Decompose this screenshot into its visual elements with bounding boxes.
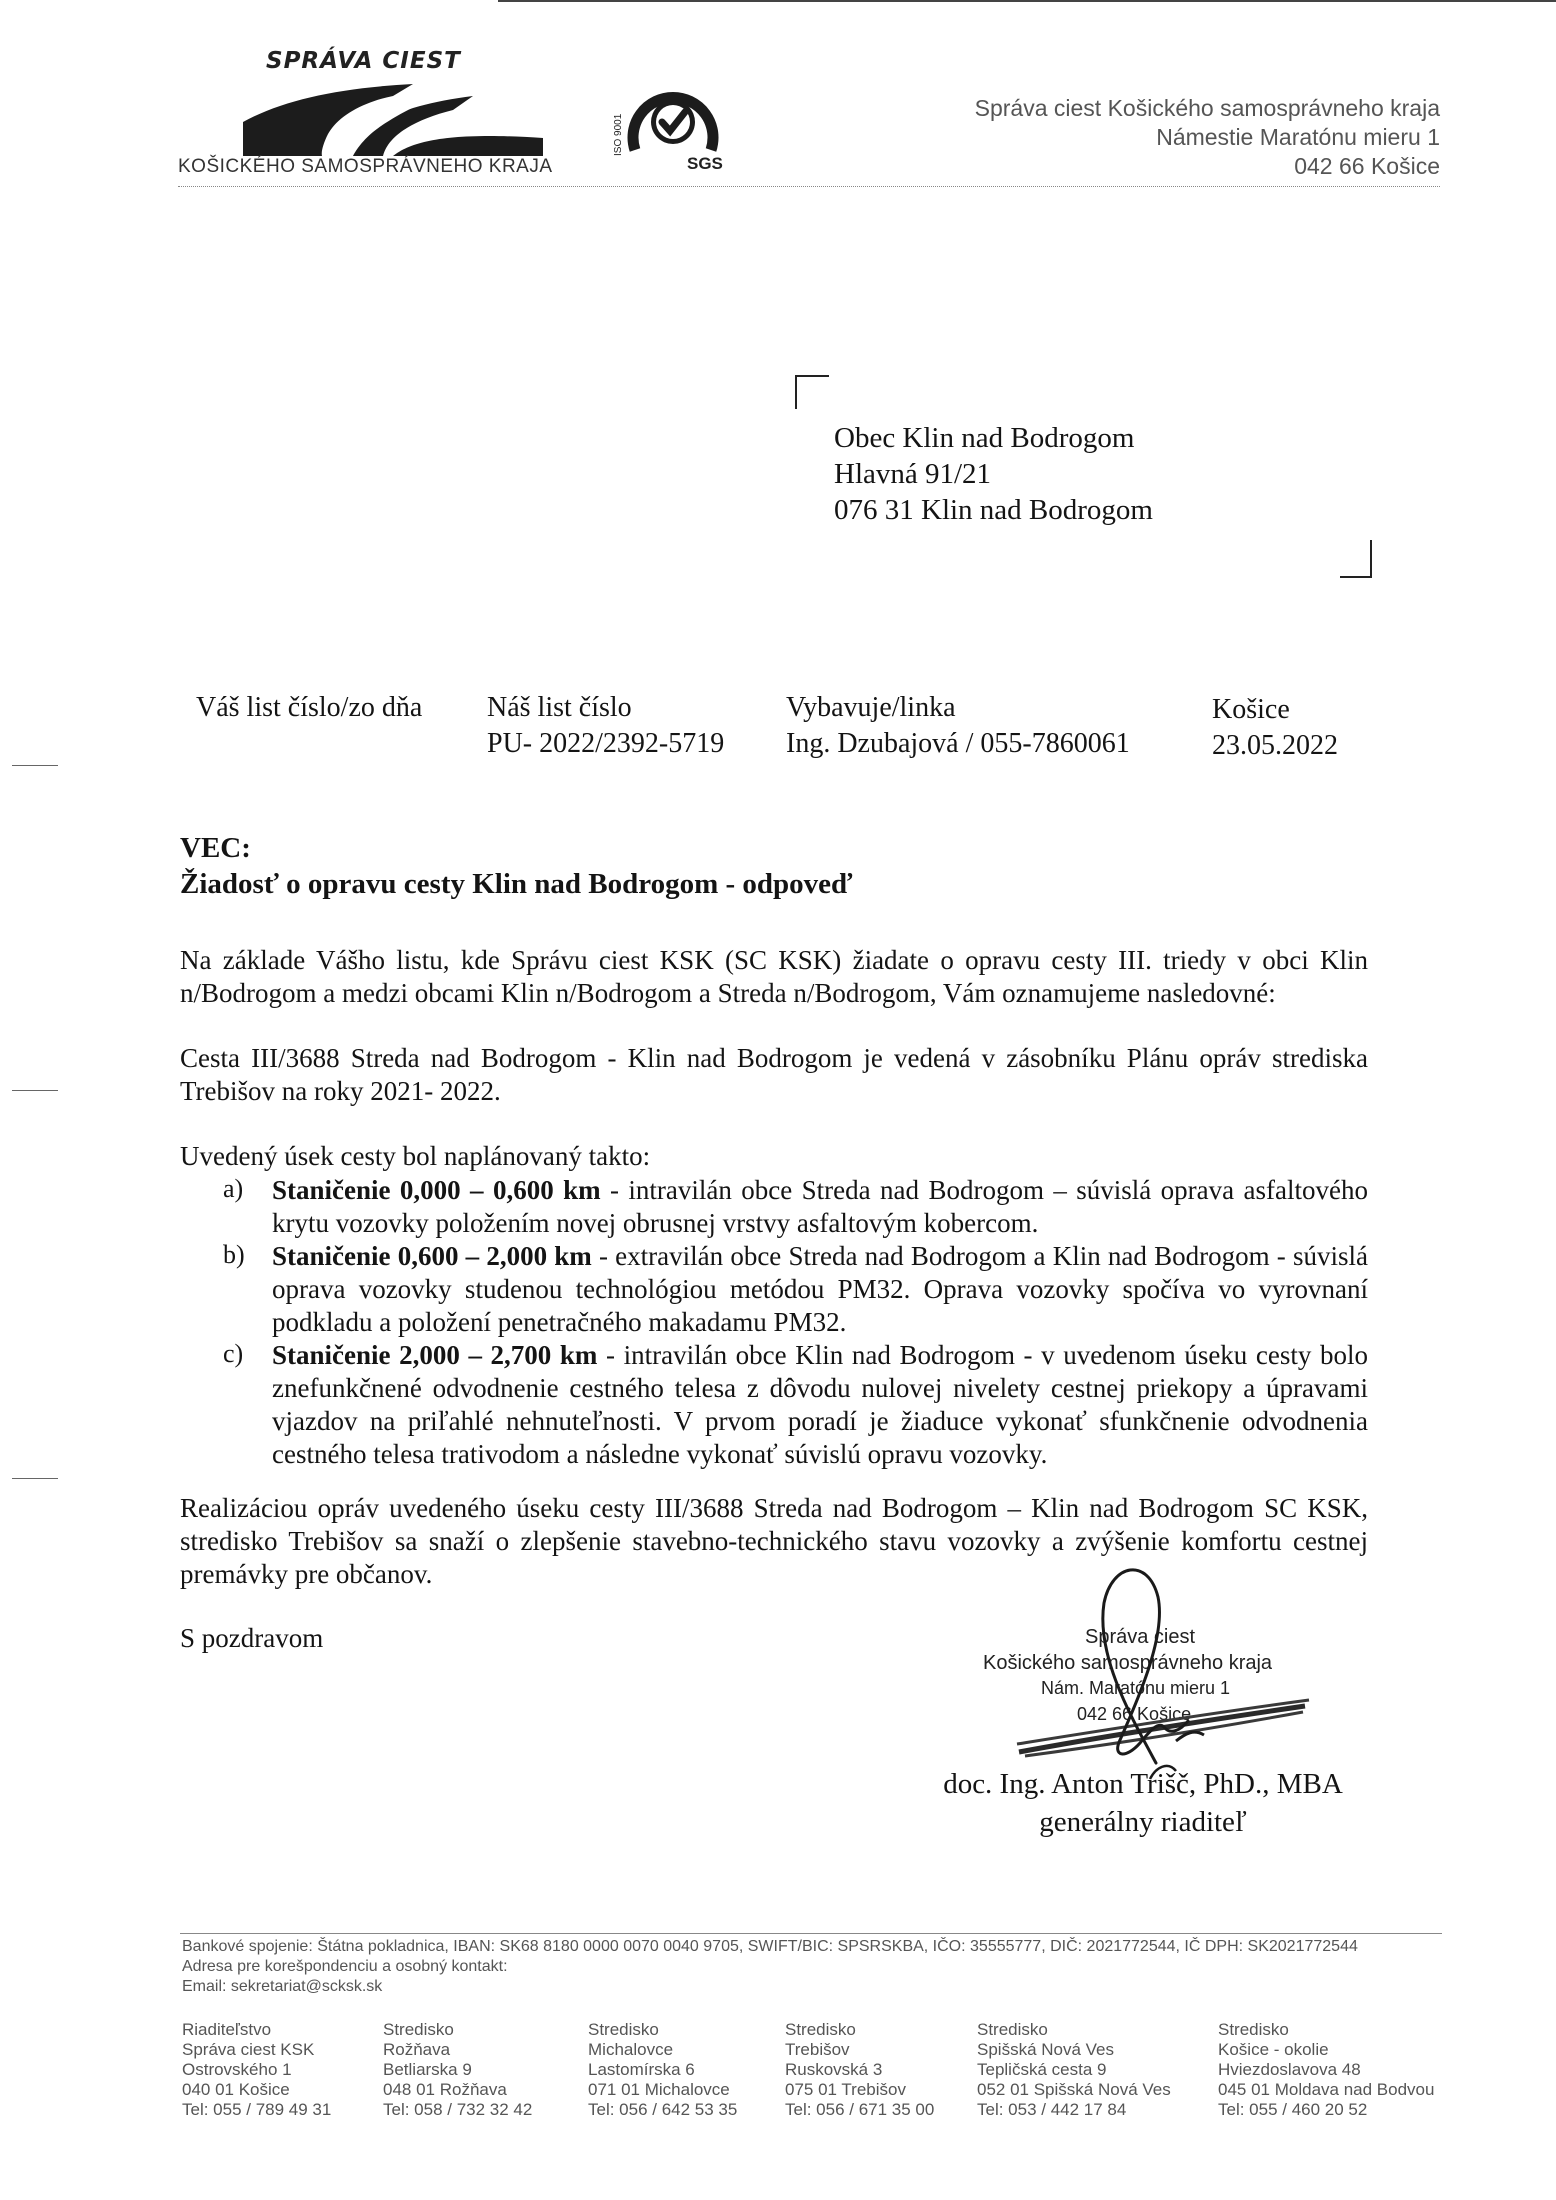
handled-by-label: Vybavuje/linka (786, 692, 956, 723)
sender-address (975, 94, 1440, 181)
item-a-text: - intravilán obce Streda nad Bodrogom – súvislá oprava asfaltového krytu vozovky položením novej obrusnej vrstvy asfaltovým kobercom. (272, 1175, 1368, 1238)
footer-col-1-line-5: Tel: 055 / 789 49 31 (182, 2100, 332, 2119)
footer-column-roznava (383, 2020, 532, 2120)
sender-street: Námestie Maratónu mieru 1 (1156, 124, 1440, 150)
footer-col-6-line-1: Stredisko (1218, 2020, 1289, 2039)
plan-paragraph: Cesta III/3688 Streda nad Bodrogom - Klin nad Bodrogom je vedená v zásobníku Plánu opráv strediska Trebišov na roky 2021- 2022. (180, 1043, 1368, 1106)
item-c (272, 1339, 1368, 1471)
footer-col-2-line-5: Tel: 058 / 732 32 42 (383, 2100, 533, 2119)
footer-col-6-line-2: Košice - okolie (1218, 2040, 1329, 2059)
footer-col-1-line-4: 040 01 Košice (182, 2080, 290, 2099)
signer-block (923, 1765, 1363, 1841)
item-c-text: - intravilán obce Klin nad Bodrogom - v uvedenom úseku cesty bolo znefunkčnené odvodnenie cestného telesa z dôvodu nulovej nivelety cestnej priekopy a úpravami vjazdov na priľahlé nehnuteľnosti. V prvom poradí je žiaduce vykonať sfunkčnenie odvodnenia cestného telesa trativodom a následne vykonať súvislú opravu vozovky. (272, 1340, 1368, 1469)
footer-col-2-line-4: 048 01 Rožňava (383, 2080, 507, 2099)
place-date (1212, 692, 1338, 764)
item-a-heading: Staničenie 0,000 – 0,600 km (272, 1175, 601, 1205)
footer-col-3-line-1: Stredisko (588, 2020, 659, 2039)
item-b-heading: Staničenie 0,600 – 2,000 km (272, 1241, 592, 1271)
footer-col-3-line-5: Tel: 056 / 642 53 35 (588, 2100, 738, 2119)
stamp-line-2: Košického samosprávneho kraja (983, 1652, 1273, 1674)
footer-column-trebisov (785, 2020, 934, 2120)
email-line: Email: sekretariat@scksk.sk (182, 1978, 383, 1995)
item-b (272, 1240, 1368, 1339)
top-rule (498, 0, 1556, 2)
footer-col-5-line-3: Tepličská cesta 9 (977, 2060, 1107, 2079)
subject-text: Žiadosť o opravu cesty Klin nad Bodrogom - odpoveď (180, 868, 853, 900)
footer-column-michalovce (588, 2020, 737, 2120)
bank-line: Bankové spojenie: Štátna pokladnica, IBAN: SK68 8180 0000 0070 0040 9705, SWIFT/BIC: SPSRSKBA, IČO: 35555777, DIČ: 2021772544, IČ DPH: SK2021772544 (182, 1938, 1358, 1955)
list-intro: Uvedený úsek cesty bol naplánovaný takto: (180, 1141, 651, 1171)
footer-col-5-line-5: Tel: 053 / 442 17 84 (977, 2100, 1127, 2119)
footer-column-kosice-okolie (1218, 2020, 1434, 2120)
footer-col-3-line-4: 071 01 Michalovce (588, 2080, 730, 2099)
stamp-line-4: 042 66 Košice (1077, 1704, 1192, 1724)
recipient-address (834, 420, 1153, 528)
signer-name: doc. Ing. Anton Trišč, PhD., MBA (943, 1768, 1343, 1800)
bank-details (182, 1937, 1358, 1997)
item-b-letter: b) (223, 1240, 245, 1269)
date: 23.05.2022 (1212, 730, 1338, 761)
footer-col-1-line-1: Riaditeľstvo (182, 2020, 272, 2039)
footer-col-5-line-4: 052 01 Spišská Nová Ves (977, 2080, 1171, 2099)
footer-col-5-line-1: Stredisko (977, 2020, 1048, 2039)
sender-name: Správa ciest Košického samosprávneho kraja (974, 95, 1440, 121)
footer-col-4-line-5: Tel: 056 / 671 35 00 (785, 2100, 935, 2119)
stamp-line-1: Správa ciest (1085, 1626, 1196, 1648)
correspondence-line: Adresa pre korešpondenciu a osobný kontakt: (182, 1958, 508, 1975)
footer-col-3-line-3: Lastomírska 6 (588, 2060, 695, 2079)
subject-label: VEC: (180, 832, 251, 864)
item-a-letter: a) (223, 1174, 244, 1203)
conclusion-paragraph: Realizáciou opráv uvedeného úseku cesty III/3688 Streda nad Bodrogom – Klin nad Bodrogom SC KSK, stredisko Trebišov sa snaží o zlepšenie stavebno-technického stavu vozovky a zvýšenie komfortu cestnej premávky pre občanov. (180, 1493, 1368, 1589)
item-b-text: - extravilán obce Streda nad Bodrogom a Klin nad Bodrogom - súvislá oprava vozovky studenou technológiou metódou PM32. Oprava vozovky spočíva vo vyrovnaní podkladu a položení penetračného makadamu PM32. (272, 1241, 1368, 1337)
footer-col-2-line-2: Rožňava (383, 2040, 451, 2059)
sender-city: 042 66 Košice (1294, 153, 1440, 179)
recipient-street: Hlavná 91/21 (834, 458, 992, 490)
recipient-name: Obec Klin nad Bodrogom (834, 422, 1135, 454)
our-letter-ref (487, 690, 724, 762)
footer-col-4-line-4: 075 01 Trebišov (785, 2080, 906, 2099)
handwritten-signature (1000, 1545, 1300, 1785)
stamp-line-3: Nám. Maratónu mieru 1 (1041, 1678, 1231, 1698)
address-corner-bottom-right (1340, 540, 1372, 578)
footer-col-6-line-5: Tel: 055 / 460 20 52 (1218, 2100, 1368, 2119)
item-a (272, 1174, 1368, 1240)
footer-col-1-line-2: Správa ciest KSK (182, 2040, 315, 2059)
iso-certification-mark (615, 70, 725, 185)
signer-title: generálny riaditeľ (1039, 1806, 1247, 1838)
road-logo-icon (243, 82, 543, 156)
your-letter-label: Váš list číslo/zo dňa (196, 692, 423, 723)
footer-col-4-line-2: Trebišov (785, 2040, 850, 2059)
footer-col-1-line-3: Ostrovského 1 (182, 2060, 292, 2079)
footer-column-headquarters (182, 2020, 331, 2120)
margin-mark (12, 765, 58, 766)
place: Košice (1212, 694, 1290, 725)
handled-by-value: Ing. Dzubajová / 055-7860061 (786, 728, 1130, 759)
iso-side-text: ISO 9001 (613, 113, 624, 156)
footer-col-2-line-3: Betliarska 9 (383, 2060, 472, 2079)
our-letter-label: Náš list číslo (487, 692, 632, 723)
footer-column-spisska-nova-ves (977, 2020, 1171, 2120)
recipient-city: 076 31 Klin nad Bodrogom (834, 494, 1153, 526)
footer-col-6-line-3: Hviezdoslavova 48 (1218, 2060, 1361, 2079)
handled-by (786, 690, 1130, 762)
footer-col-5-line-2: Spišská Nová Ves (977, 2040, 1115, 2059)
our-letter-value: PU- 2022/2392-5719 (487, 728, 725, 759)
subject-block (180, 830, 852, 902)
organization-logo (178, 48, 598, 183)
footer-col-4-line-1: Stredisko (785, 2020, 856, 2039)
address-corner-top-left (795, 375, 829, 409)
check-seal-icon (623, 70, 723, 156)
footer-col-4-line-3: Ruskovská 3 (785, 2060, 883, 2079)
greeting: S pozdravom (180, 1623, 324, 1653)
logo-subtitle: KOŠICKÉHO SAMOSPRÁVNEHO KRAJA (178, 156, 553, 177)
footer-col-6-line-4: 045 01 Moldava nad Bodvou (1218, 2080, 1435, 2099)
margin-mark (12, 1090, 58, 1091)
footer-col-3-line-2: Michalovce (588, 2040, 674, 2059)
logo-title: SPRÁVA CIEST (266, 48, 461, 74)
item-c-heading: Staničenie 2,000 – 2,700 km (272, 1340, 598, 1370)
footer-col-2-line-1: Stredisko (383, 2020, 454, 2039)
header-divider (178, 186, 1440, 187)
margin-mark (12, 1478, 58, 1479)
item-c-letter: c) (223, 1339, 244, 1368)
intro-paragraph: Na základe Vášho listu, kde Správu ciest KSK (SC KSK) žiadate o opravu cesty III. triedy v obci Klin n/Bodrogom a medzi obcami Klin n/Bodrogom a Streda n/Bodrogom, Vám oznamujeme nasledovné: (180, 945, 1368, 1008)
footer-divider (180, 1933, 1442, 1934)
sgs-label: SGS (687, 154, 723, 173)
